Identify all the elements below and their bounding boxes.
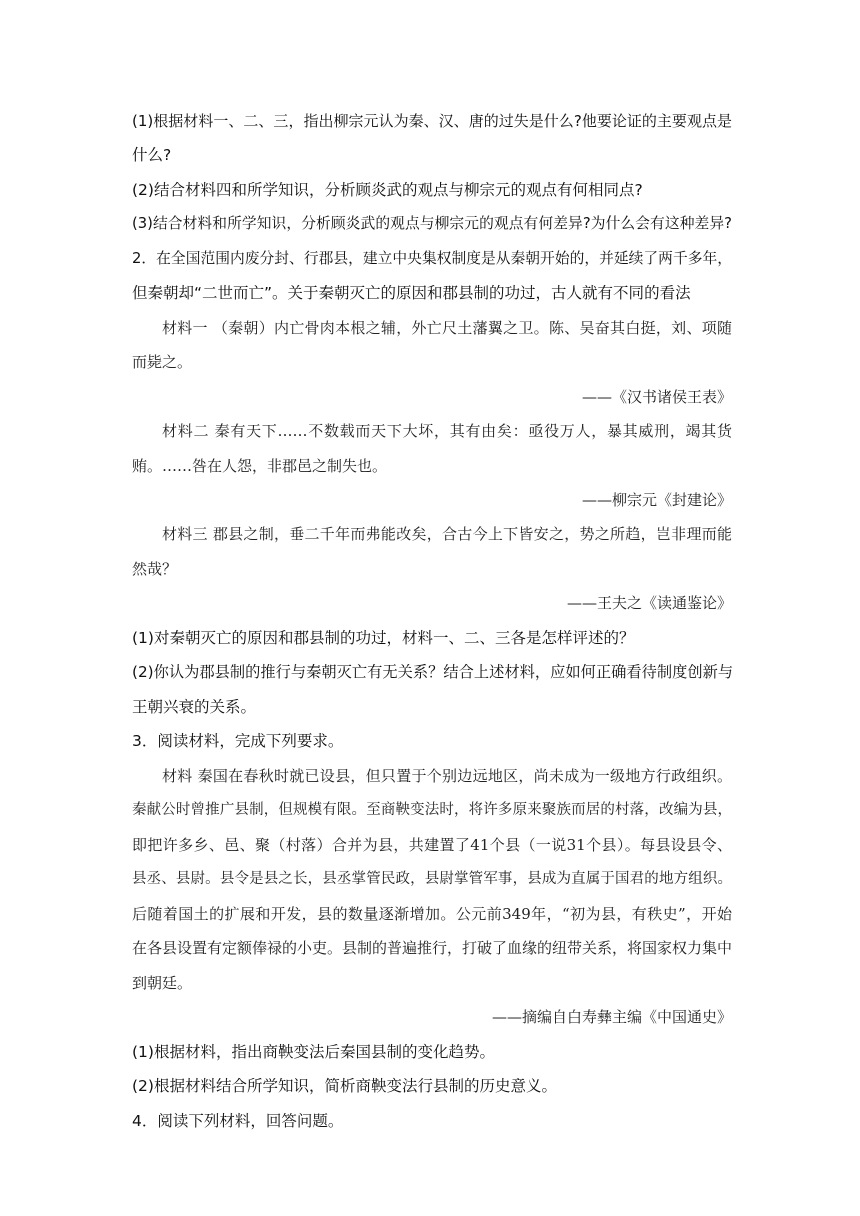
q2-material3-line2: 然哉？ xyxy=(132,560,178,578)
q2-material3-line1: 材料三 郡县之制，垂二千年而弗能改矣，合古今上下皆安之，势之所趋，岂非理而能 xyxy=(162,525,732,543)
q2-intro-line1: 2．在全国范围内废分封、行郡县，建立中央集权制度是从秦朝开始的，并延续了两千多年， xyxy=(132,250,732,267)
q1-sub1-line2: 什么? xyxy=(132,146,172,164)
q3-material-source: ——摘编自白寿彝主编《中国通史》 xyxy=(491,1008,732,1026)
q2-sub2-line2: 王朝兴衰的关系。 xyxy=(132,698,257,716)
q2-sub2-line1: (2)你认为郡县制的推行与秦朝灭亡有无关系？结合上述材料，应如何正确看待制度创新与 xyxy=(132,663,734,681)
q1-sub2: (2)结合材料四和所学知识，分析顾炎武的观点与柳宗元的观点有何相同点? xyxy=(132,181,643,199)
q3-sub1: (1)根据材料，指出商鞅变法后秦国县制的变化趋势。 xyxy=(132,1043,495,1061)
q4-intro: 4．阅读下列材料，回答问题。 xyxy=(132,1112,344,1130)
q1-sub3: (3)结合材料和所学知识，分析顾炎武的观点与柳宗元的观点有何差异?为什么会有这种差异? xyxy=(132,215,732,232)
q3-material-line6: 在各县设置有定额俸禄的小吏。县制的普遍推行，打破了血缘的纽带关系，将国家权力集中 xyxy=(132,939,733,957)
q2-material1-source: ——《汉书诸侯王表》 xyxy=(581,388,732,406)
q3-sub2: (2)根据材料结合所学知识，简析商鞅变法行县制的历史意义。 xyxy=(132,1077,557,1095)
q2-material1-line1: 材料一 （秦朝）内亡骨肉本根之辅，外亡尺土藩翼之卫。陈、吴奋其白挺，刘、项随 xyxy=(162,319,732,337)
q3-material-line3: 即把许多乡、邑、聚（村落）合并为县，共建置了41个县（一说31个县）。每县设县令、 xyxy=(132,836,732,854)
q2-intro-line2: 但秦朝却“二世而亡”。关于秦朝灭亡的原因和郡县制的功过，古人就有不同的看法 xyxy=(132,284,691,302)
q2-material2-source: ——柳宗元《封建论》 xyxy=(581,491,732,509)
q2-material2-line1: 材料二 秦有天下……不数载而天下大坏，其有由矣：亟役万人，暴其威刑，竭其货 xyxy=(162,422,732,440)
q2-material2-line2: 贿。……咎在人怨，非郡邑之制失也。 xyxy=(132,457,388,475)
q2-material1-line2: 而毙之。 xyxy=(132,353,193,371)
q3-material-line5: 后随着国土的扩展和开发，县的数量逐渐增加。公元前349年，“初为县，有秩史”，开始 xyxy=(132,905,732,923)
q1-sub1-line1: (1)根据材料一、二、三，指出柳宗元认为秦、汉、唐的过失是什么?他要论证的主要观点是 xyxy=(132,112,732,130)
q3-intro: 3．阅读材料，完成下列要求。 xyxy=(132,732,344,750)
q3-material-line4: 县丞、县尉。县令是县之长，县丞掌管民政，县尉掌管军事，县成为直属于国君的地方组织。 xyxy=(132,871,732,887)
q3-material-line2: 秦献公时曾推广县制，但规模有限。至商鞅变法时，将许多原来聚族而居的村落，改编为县， xyxy=(132,802,732,818)
q2-material3-source: ——王夫之《读通鉴论》 xyxy=(566,594,732,612)
q2-sub1: (1)对秦朝灭亡的原因和郡县制的功过，材料一、二、三各是怎样评述的？ xyxy=(132,629,635,647)
q3-material-line7: 到朝廷。 xyxy=(132,974,193,992)
q3-material-line1: 材料 秦国在春秋时就已设县，但只置于个别边远地区，尚未成为一级地方行政组织。 xyxy=(162,767,732,785)
